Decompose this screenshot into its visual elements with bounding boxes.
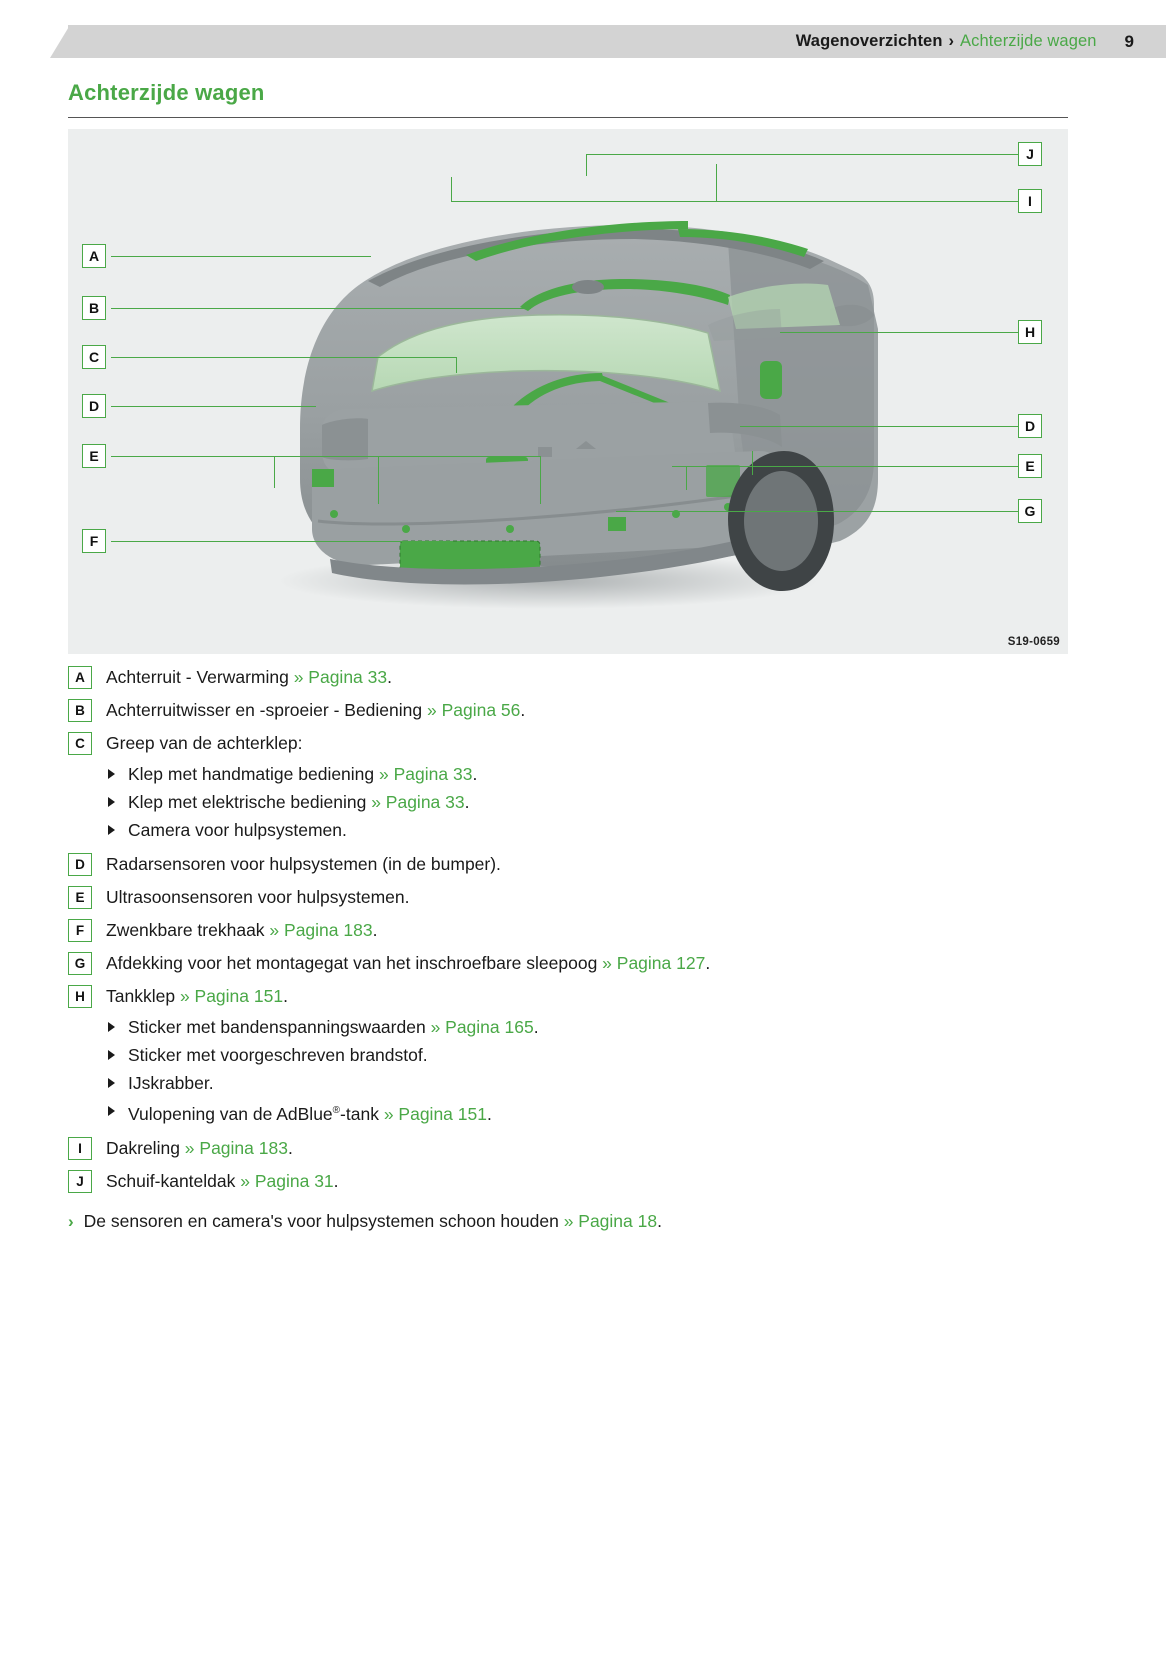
leader-line-f	[111, 541, 451, 542]
leader-tick-e2	[378, 456, 379, 504]
legend-text-c	[106, 731, 477, 844]
leader-line-d-right	[740, 426, 1036, 427]
legend-c-sublist	[106, 760, 477, 844]
leader-line-a	[111, 256, 371, 257]
header-section-label: Wagenoverzichten	[795, 32, 943, 50]
legend-h-ref[interactable]: » Pagina 151	[179, 986, 284, 1006]
callout-e-left: E	[82, 444, 106, 468]
leader-tick-e5	[752, 451, 753, 475]
bullet-triangle-icon	[108, 769, 115, 779]
legend-g-ref[interactable]: » Pagina 127	[602, 953, 706, 973]
callout-j: J	[1018, 142, 1042, 166]
legend-item-f	[68, 918, 1088, 943]
legend-a-ref[interactable]: » Pagina 33	[293, 667, 388, 687]
legend-key-b: B	[68, 699, 92, 722]
list-item	[106, 1013, 539, 1041]
leader-line-c	[111, 357, 456, 358]
legend-text-g	[106, 951, 710, 976]
header-subsection-label: Achterzijde wagen	[960, 32, 1097, 50]
leader-tick-c	[456, 357, 457, 373]
legend-c-sub0-text: Klep met handmatige bediening	[128, 764, 380, 784]
bullet-triangle-icon	[108, 1050, 115, 1060]
header-corner-shape	[50, 25, 70, 58]
page-header	[68, 25, 1166, 58]
list-item	[106, 788, 477, 816]
callout-i: I	[1018, 189, 1042, 213]
legend-j-text: Schuif-kanteldak	[106, 1170, 241, 1191]
legend-key-d: D	[68, 853, 92, 876]
note-block	[68, 1209, 1088, 1234]
legend-key-i: I	[68, 1137, 92, 1160]
legend-a-tail: .	[387, 667, 392, 687]
legend-item-b	[68, 698, 1088, 723]
legend-j-tail: .	[333, 1170, 339, 1191]
legend-h-sub0-tail: .	[533, 1017, 539, 1037]
legend-text-i	[106, 1136, 293, 1161]
legend-key-f: F	[68, 919, 92, 942]
legend-c-sub1-ref[interactable]: » Pagina 33	[371, 792, 465, 812]
legend-h-sub1-text: Sticker met voorgeschreven brandstof.	[128, 1045, 428, 1065]
legend-h-sublist	[106, 1013, 539, 1128]
leader-tick-e1	[274, 456, 275, 488]
legend-item-e	[68, 885, 1088, 910]
leader-line-i	[451, 201, 1036, 202]
legend-item-d	[68, 852, 1088, 877]
bullet-triangle-icon	[108, 1078, 115, 1088]
legend-key-g: G	[68, 952, 92, 975]
header-separator-icon: ›	[948, 32, 954, 50]
legend-key-a: A	[68, 666, 92, 689]
legend-i-text: Dakreling	[106, 1137, 185, 1158]
legend-b-tail: .	[520, 700, 526, 720]
legend-c-sub0-tail: .	[472, 764, 478, 784]
callout-f: F	[82, 529, 106, 553]
legend-b-ref[interactable]: » Pagina 56	[426, 700, 521, 720]
legend-text-b	[106, 698, 525, 723]
callout-d-right: D	[1018, 414, 1042, 438]
callout-e-right: E	[1018, 454, 1042, 478]
leader-tick-e3	[540, 456, 541, 504]
legend-g-tail: .	[705, 953, 711, 973]
note-body: De sensoren en camera's voor hulpsystemen schoon houden	[83, 1211, 564, 1231]
note-ref[interactable]: » Pagina 18	[563, 1211, 658, 1231]
page-title: Achterzijde wagen	[68, 80, 265, 105]
bullet-triangle-icon	[108, 1022, 115, 1032]
leader-line-d-left	[111, 406, 316, 407]
legend-c-sub0-ref[interactable]: » Pagina 33	[379, 764, 473, 784]
legend-text-f	[106, 918, 377, 943]
legend-h-sub3-text: Vulopening van de AdBlue®-tank	[128, 1103, 384, 1124]
title-divider	[68, 117, 1068, 118]
legend-list	[68, 665, 1088, 1202]
leader-line-j	[586, 154, 1036, 155]
legend-item-h	[68, 984, 1088, 1128]
callout-c: C	[82, 345, 106, 369]
legend-h-text: Tankklep	[106, 986, 180, 1006]
note-tail: .	[657, 1211, 662, 1231]
legend-d-text: Radarsensoren voor hulpsystemen (in de bumper).	[106, 854, 501, 874]
legend-item-j	[68, 1169, 1088, 1194]
legend-a-text: Achterruit - Verwarming	[106, 667, 294, 687]
legend-i-tail: .	[287, 1137, 293, 1158]
legend-h-sub3-ref[interactable]: » Pagina 151	[383, 1103, 487, 1124]
callout-h: H	[1018, 320, 1042, 344]
legend-item-c	[68, 731, 1088, 844]
legend-c-sub2-text: Camera voor hulpsystemen.	[128, 820, 347, 840]
figure-code: S19-0659	[1007, 636, 1060, 648]
vehicle-rear-diagram	[68, 129, 1068, 654]
legend-i-ref[interactable]: » Pagina 183	[184, 1137, 288, 1158]
callout-g: G	[1018, 499, 1042, 523]
note-text	[84, 1209, 662, 1234]
leader-tick-i-right	[716, 164, 717, 201]
legend-h-sub2-text: IJskrabber.	[128, 1073, 214, 1093]
leader-line-b	[111, 308, 531, 309]
bullet-triangle-icon	[108, 825, 115, 835]
leader-tick-e4	[686, 466, 687, 490]
bullet-triangle-icon	[108, 797, 115, 807]
callout-d-left: D	[82, 394, 106, 418]
leader-tick-i-left	[451, 177, 452, 201]
legend-text-d	[106, 852, 501, 877]
legend-key-h: H	[68, 985, 92, 1008]
legend-b-text: Achterruitwisser en -sproeier - Bediening	[106, 700, 427, 720]
legend-h-sub0-text: Sticker met bandenspanningswaarden	[128, 1017, 431, 1037]
callout-b: B	[82, 296, 106, 320]
leader-line-h	[780, 332, 1036, 333]
legend-text-e	[106, 885, 410, 910]
leader-line-e-left	[111, 456, 541, 457]
legend-f-tail: .	[372, 920, 378, 940]
list-item	[106, 760, 477, 788]
legend-text-j	[106, 1169, 339, 1194]
car-illustration	[68, 129, 1068, 654]
list-item	[106, 816, 477, 844]
list-item	[106, 1097, 539, 1128]
list-item	[106, 1069, 539, 1097]
note-arrow-icon: ›	[68, 1212, 74, 1231]
legend-e-text: Ultrasoonsensoren voor hulpsystemen.	[106, 887, 410, 907]
callout-a: A	[82, 244, 106, 268]
leader-line-g	[616, 511, 1036, 512]
leader-line-e-right	[672, 466, 1036, 467]
legend-item-i	[68, 1136, 1088, 1161]
list-item	[106, 1041, 539, 1069]
bullet-triangle-icon	[108, 1106, 115, 1116]
legend-item-g	[68, 951, 1088, 976]
legend-f-ref[interactable]: » Pagina 183	[269, 920, 373, 940]
legend-text-h	[106, 984, 539, 1128]
legend-f-text: Zwenkbare trekhaak	[106, 920, 270, 940]
legend-h-sub0-ref[interactable]: » Pagina 165	[430, 1017, 534, 1037]
legend-c-sub1-text: Klep met elektrische bediening	[128, 792, 372, 812]
legend-item-a	[68, 665, 1088, 690]
legend-key-j: J	[68, 1170, 92, 1193]
legend-c-text: Greep van de achterklep:	[106, 733, 303, 753]
page-number: 9	[1124, 31, 1134, 51]
legend-c-sub1-tail: .	[464, 792, 470, 812]
legend-key-c: C	[68, 732, 92, 755]
legend-j-ref[interactable]: » Pagina 31	[240, 1170, 334, 1191]
legend-h-tail: .	[283, 986, 288, 1006]
legend-text-a	[106, 665, 392, 690]
legend-key-e: E	[68, 886, 92, 909]
legend-g-text: Afdekking voor het montagegat van het inschroefbare sleepoog	[106, 953, 603, 973]
leader-tick-j	[586, 154, 587, 176]
legend-h-sub3-tail: .	[486, 1103, 492, 1124]
